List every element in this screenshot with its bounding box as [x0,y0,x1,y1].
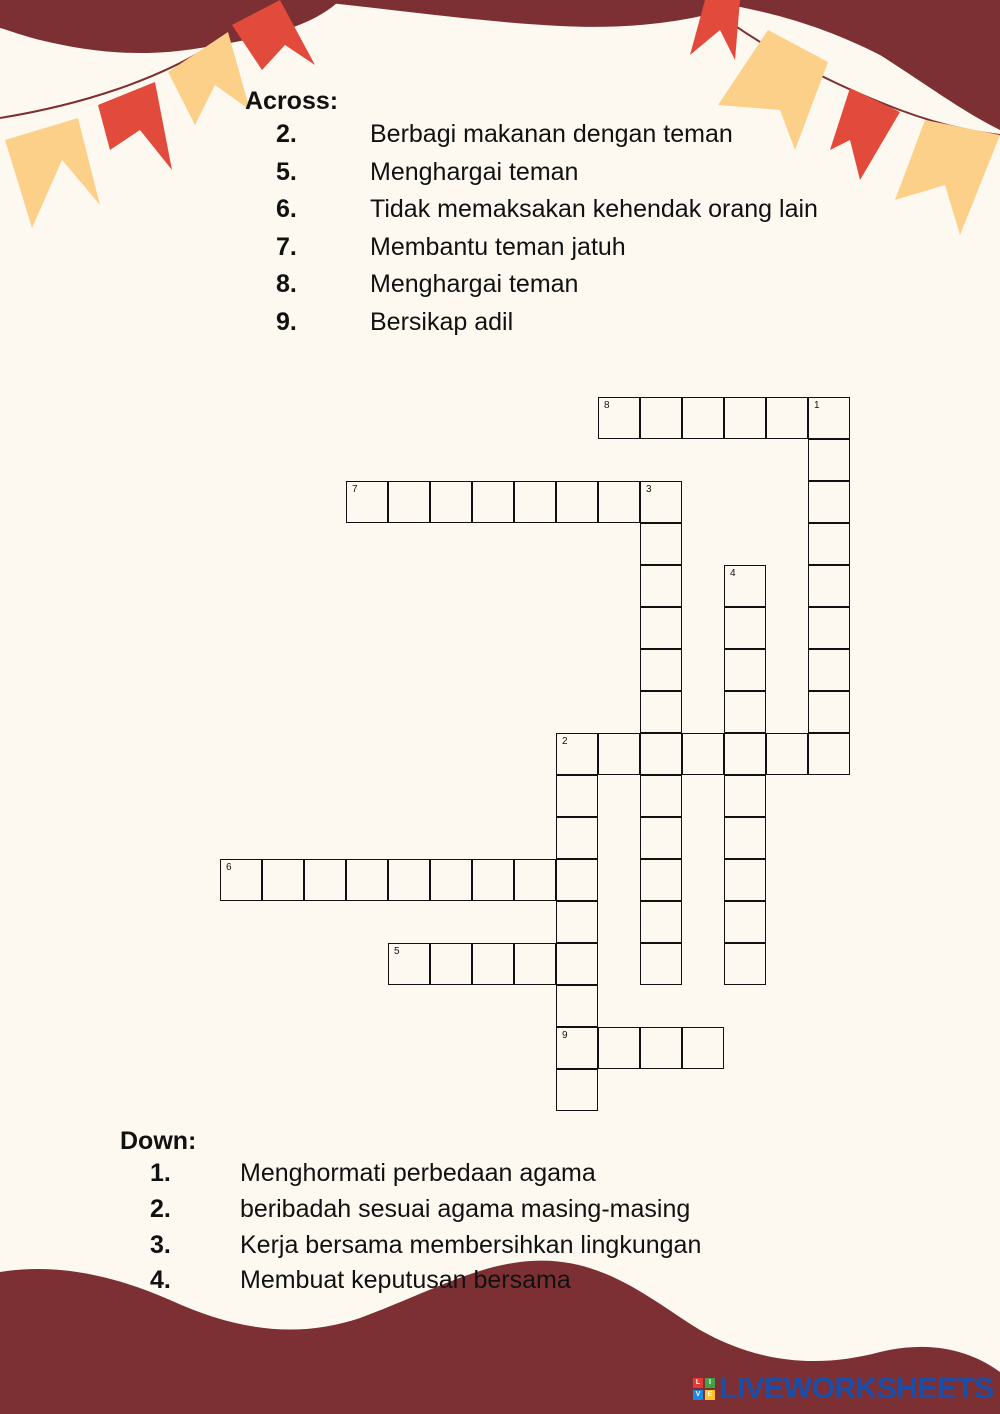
crossword-cell[interactable] [724,397,766,439]
cell-number: 8 [604,400,610,411]
clue-text: Menghormati perbedaan agama [240,1159,596,1187]
crossword-cell[interactable] [220,859,262,901]
clue-text: Bersikap adil [370,307,514,336]
clue-number: 7. [276,232,297,261]
crossword-cell[interactable] [346,481,388,523]
crossword-cell[interactable] [766,733,808,775]
crossword-cell[interactable] [682,1027,724,1069]
crossword-cell[interactable] [640,733,682,775]
down-clue-4 [150,1263,701,1299]
crossword-cell[interactable] [640,607,682,649]
crossword-cell[interactable] [640,565,682,607]
crossword-cell[interactable] [556,901,598,943]
crossword-cell[interactable] [724,775,766,817]
logo-block-l: L [693,1378,703,1388]
crossword-cell[interactable] [388,943,430,985]
cell-number: 2 [562,736,568,747]
crossword-cell[interactable] [640,943,682,985]
logo-block-v: V [693,1390,703,1400]
crossword-cell[interactable] [262,859,304,901]
crossword-cell[interactable] [346,859,388,901]
crossword-cell[interactable] [808,523,850,565]
crossword-cell[interactable] [556,481,598,523]
across-clues [245,86,818,342]
crossword-cell[interactable] [724,565,766,607]
crossword-cell[interactable] [640,649,682,691]
crossword-cell[interactable] [598,733,640,775]
across-clue-8 [276,266,818,304]
clue-number: 8. [276,270,297,299]
crossword-cell[interactable] [430,943,472,985]
clue-number: 6. [276,195,297,224]
crossword-cell[interactable] [766,397,808,439]
across-clue-9 [276,304,818,342]
crossword-cell[interactable] [724,649,766,691]
flag-red-right-2 [830,88,900,180]
crossword-cell[interactable] [724,691,766,733]
crossword-cell[interactable] [724,607,766,649]
clue-number: 2. [150,1194,171,1223]
crossword-cell[interactable] [640,691,682,733]
clue-text: Membuat keputusan bersama [240,1266,571,1295]
logo-blocks [693,1378,715,1400]
crossword-cell[interactable] [724,943,766,985]
down-clue-3 [150,1228,701,1264]
liveworksheets-logo [693,1372,994,1406]
top-center-wave [300,0,760,27]
across-clue-5 [276,154,818,192]
across-clue-6 [276,191,818,229]
logo-block-e: E [705,1390,715,1400]
cell-number: 5 [394,946,400,957]
crossword-cell[interactable] [682,397,724,439]
clue-text: Berbagi makanan dengan teman [370,120,733,148]
crossword-cell[interactable] [808,733,850,775]
crossword-cell[interactable] [640,481,682,523]
down-clue-2 [150,1192,701,1228]
across-list [245,116,818,342]
down-clue-1 [150,1156,701,1192]
crossword-cell[interactable] [514,943,556,985]
across-heading: Across: [245,87,339,115]
crossword-cell[interactable] [808,565,850,607]
crossword-cell[interactable] [304,859,346,901]
clue-number: 4. [150,1266,171,1295]
cell-number: 6 [226,862,232,873]
logo-block-i: I [705,1378,715,1388]
crossword-cell[interactable] [640,1027,682,1069]
crossword-cell[interactable] [472,481,514,523]
crossword-cell[interactable] [598,481,640,523]
crossword-cell[interactable] [514,481,556,523]
crossword-cell[interactable] [556,733,598,775]
crossword-cell[interactable] [682,733,724,775]
clue-number: 1. [150,1159,171,1187]
crossword-cell[interactable] [556,859,598,901]
crossword-cell[interactable] [556,1069,598,1111]
crossword-cell[interactable] [556,775,598,817]
crossword-cell[interactable] [808,481,850,523]
crossword-cell[interactable] [514,859,556,901]
crossword-cell[interactable] [430,859,472,901]
clue-text: beribadah sesuai agama masing-masing [240,1194,691,1223]
crossword-cell[interactable] [640,775,682,817]
flag-peach-left-1 [5,118,100,228]
crossword-cell[interactable] [724,859,766,901]
across-clue-7 [276,229,818,267]
cell-number: 9 [562,1030,568,1041]
crossword-cell[interactable] [640,901,682,943]
crossword-cell[interactable] [598,397,640,439]
cell-number: 1 [814,400,820,411]
logo-brand: LIVEWORKSHEETS [719,1372,994,1405]
crossword-cell[interactable] [640,817,682,859]
clue-text: Kerja bersama membersihkan lingkungan [240,1230,702,1259]
clue-text: Menghargai teman [370,270,579,299]
flag-peach-right-2 [895,120,1000,235]
clue-number: 2. [276,120,297,148]
crossword-cell[interactable] [472,943,514,985]
crossword-cell[interactable] [808,691,850,733]
crossword-cell[interactable] [808,397,850,439]
crossword-cell[interactable] [724,733,766,775]
cell-number: 4 [730,568,736,579]
clue-number: 3. [150,1230,171,1259]
crossword-cell[interactable] [556,985,598,1027]
crossword-cell[interactable] [472,859,514,901]
across-clue-2 [276,116,818,154]
crossword-cell[interactable] [724,817,766,859]
crossword-cell[interactable] [808,607,850,649]
clue-text: Tidak memaksakan kehendak orang lain [370,195,818,224]
clue-text: Menghargai teman [370,157,579,186]
crossword-cell[interactable] [808,439,850,481]
crossword-cell[interactable] [556,817,598,859]
down-clues [120,1126,701,1299]
clue-number: 5. [276,157,297,186]
crossword-cell[interactable] [556,943,598,985]
crossword-cell[interactable] [640,397,682,439]
crossword-cell[interactable] [388,481,430,523]
crossword-cell[interactable] [724,901,766,943]
crossword-cell[interactable] [808,649,850,691]
clue-number: 9. [276,307,297,336]
crossword-cell[interactable] [556,1027,598,1069]
flag-red-left-1 [98,82,172,170]
down-list [120,1156,701,1299]
crossword-cell[interactable] [640,523,682,565]
crossword-cell[interactable] [640,859,682,901]
clue-text: Membantu teman jatuh [370,232,626,261]
cell-number: 7 [352,484,358,495]
cell-number: 3 [646,484,652,495]
crossword-cell[interactable] [598,1027,640,1069]
crossword-cell[interactable] [388,859,430,901]
crossword-cell[interactable] [430,481,472,523]
down-heading: Down: [120,1127,197,1155]
